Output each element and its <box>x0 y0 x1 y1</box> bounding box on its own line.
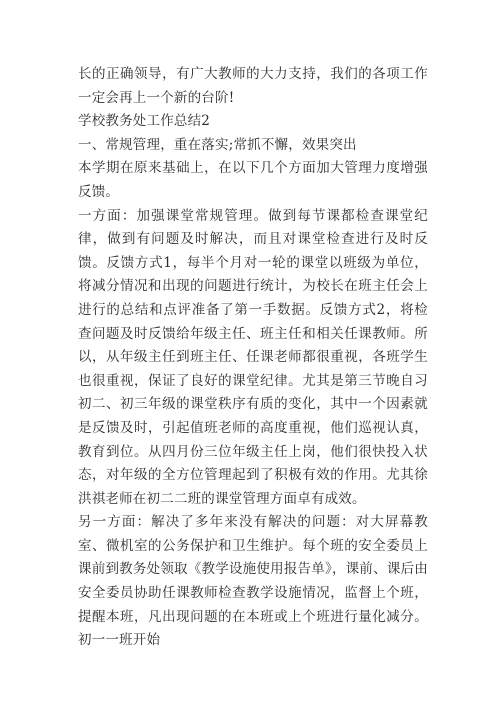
paragraph-intro: 本学期在原来基础上，在以下几个方面加大管理力度增强反馈。 <box>78 160 428 200</box>
paragraph-conclusion: 长的正确领导，有广大教师的大力支持，我们的各项工作一定会再上一个新的台阶! <box>78 66 428 106</box>
paragraph-equipment-maintenance: 另一方面：解决了多年来没有解决的问题：对大屏幕教室、微机室的公务保护和卫生维护。每个班的安全委员上课前到教务处领取《教学设施使用报告单》，课前、课后由安全委员协助任课教师检查教学设施情况，监督上个班，提醒本班，凡出现问题的在本班或上个班进行量化减分。初一一班开始 <box>78 514 428 649</box>
document-body <box>78 63 428 653</box>
section-title: 学校教务处工作总结2 <box>78 113 211 130</box>
paragraph-classroom-management: 一方面：加强课堂常规管理。做到每节课都检查课堂纪律，做到有问题及时解决，而且对课堂检查进行及时反馈。反馈方式1，每半个月对一轮的课堂以班级为单位，将减分情况和出现的问题进行统计，为校长在班主任会上进行的总结和点评准备了第一手数据。反馈方式2，将检查问题及时反馈给年级主任、班主任和相关任课教师。所以，从年级主任到班主任、任课老师都很重视，各班学生也很重视，保证了良好的课堂纪律。尤其是第三节晚自习初二、初三年级的课堂秩序有质的变化，其中一个因素就是反馈及时，引起值班老师的高度重视，他们巡视认真，教育到位。从四月份三位年级主任上岗，他们很快投入状态，对年级的全方位管理起到了积极有效的作用。尤其徐洪祺老师在初二二班的课堂管理方面卓有成效。 <box>78 207 428 507</box>
section-heading-routine-management: 一、常规管理，重在落实;常抓不懈，效果突出 <box>78 136 357 153</box>
